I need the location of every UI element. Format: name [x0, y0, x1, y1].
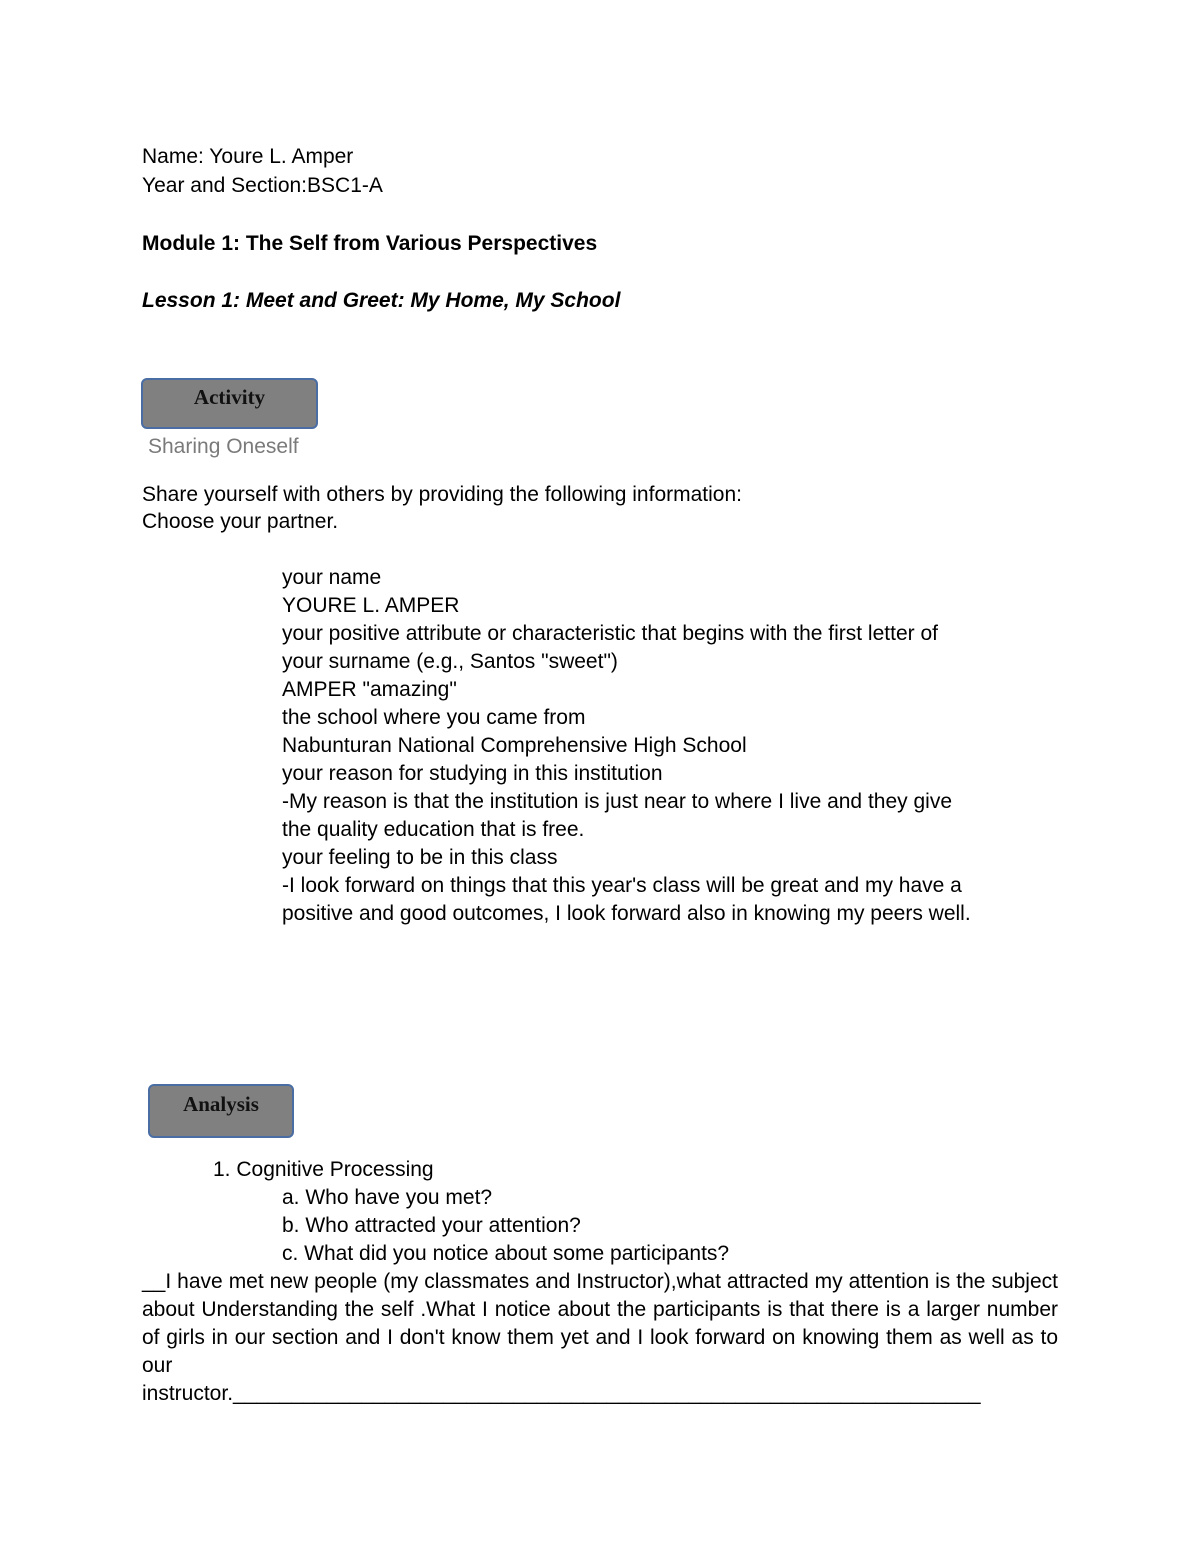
- activity-instruction: Share yourself with others by providing the following information:: [142, 483, 742, 506]
- lesson-title: Lesson 1: Meet and Greet: My Home, My School: [142, 289, 621, 312]
- list-item: your feeling to be in this class: [282, 846, 558, 869]
- list-item: the quality education that is free.: [282, 818, 585, 841]
- question-item: b. Who attracted your attention?: [282, 1214, 581, 1237]
- answer-paragraph: __I have met new people (my classmates and Instructor),what attracted my attention is the subject about Understanding the self .What I notice about the participants is that there is a larger number of girls in our section and I don't know them yet and I look forward on knowing them as well as to our: [142, 1270, 1058, 1377]
- year-section: Year and Section:BSC1-A: [142, 174, 383, 197]
- activity-instruction-partner: Choose your partner.: [142, 510, 339, 533]
- activity-label-box: [141, 378, 318, 429]
- question-item: c. What did you notice about some participants?: [282, 1242, 730, 1265]
- activity-label: Activity: [193, 385, 266, 409]
- list-item: your positive attribute or characteristic that begins with the first letter of: [282, 622, 938, 645]
- analysis-question-list: [213, 1156, 729, 1268]
- list-item: your surname (e.g., Santos "sweet"): [282, 650, 618, 673]
- analysis-label: Analysis: [183, 1092, 259, 1116]
- answer-last-line: instructor.________________________________________________________________: [142, 1382, 981, 1405]
- analysis-heading: 1. Cognitive Processing: [213, 1158, 434, 1181]
- analysis-label-box: [148, 1084, 294, 1138]
- analysis-answer: [142, 1268, 1058, 1408]
- question-item: a. Who have you met?: [282, 1186, 493, 1209]
- list-item: your reason for studying in this institution: [282, 762, 663, 785]
- list-item: the school where you came from: [282, 706, 586, 729]
- list-item: your name: [282, 566, 382, 589]
- list-item: -I look forward on things that this year's class will be great and my have a: [282, 874, 962, 897]
- list-item: AMPER "amazing": [282, 678, 457, 701]
- list-item: YOURE L. AMPER: [282, 594, 460, 617]
- list-item: -My reason is that the institution is just near to where I live and they give: [282, 790, 953, 813]
- module-title: Module 1: The Self from Various Perspectives: [142, 232, 598, 255]
- activity-subtitle: Sharing Oneself: [148, 435, 299, 458]
- list-item: positive and good outcomes, I look forward also in knowing my peers well.: [282, 902, 971, 925]
- activity-response-list: [282, 564, 1082, 928]
- list-item: Nabunturan National Comprehensive High School: [282, 734, 747, 757]
- student-name: Name: Youre L. Amper: [142, 145, 354, 168]
